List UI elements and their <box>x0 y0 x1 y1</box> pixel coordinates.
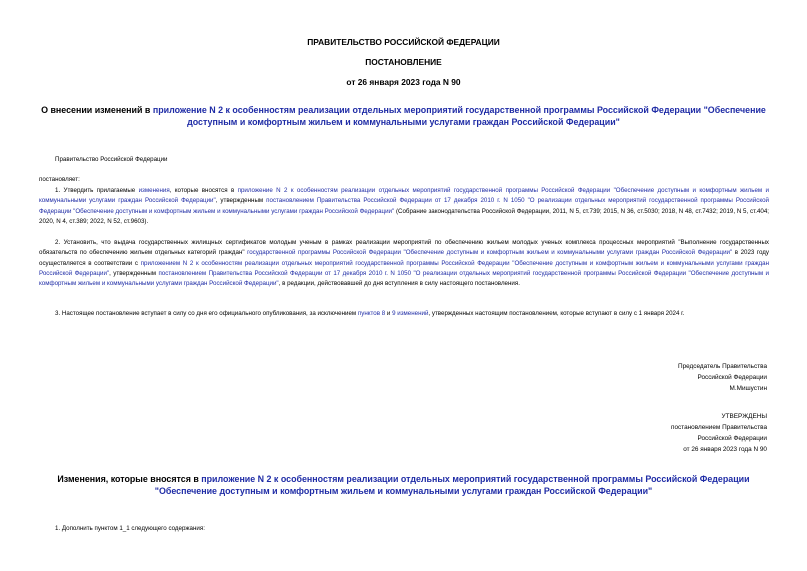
changes-title-link[interactable]: приложение N 2 к особенностям реализации отдельных мероприятий государственной программы Российской Федерации "Обеспечение доступным и комфортным жильем и коммунальными услугами граждан Российской Федерации" <box>154 474 750 496</box>
document-title <box>30 104 777 128</box>
approval-heading: УТВЕРЖДЕНЫ <box>721 413 767 420</box>
government-header: ПРАВИТЕЛЬСТВО РОССИЙСКОЙ ФЕДЕРАЦИИ <box>307 37 500 47</box>
link-decree-1050[interactable]: постановлением Правительства Российской Федерации от 17 декабря 2010 г. N 1050 "О реализации отдельных мероприятий государственной программы Российской Федерации "Обеспечение доступным и комфортным жильем и коммунальными услугами граждан Российской Федерации" <box>39 197 769 215</box>
link-appendix-2[interactable]: приложение N 2 к особенностям реализации отдельных мероприятий государственной программы Российской Федерации "Обеспечение доступным и комфортным жильем и коммунальными услугами граждан Российской Федерации" <box>39 187 769 205</box>
title-prefix: О внесении изменений в <box>41 105 153 115</box>
link-points-8[interactable]: пунктов 8 <box>357 310 386 317</box>
signature-name: М.Мишустин <box>729 385 767 392</box>
signature-position: Председатель Правительства <box>678 363 767 370</box>
paragraph-3: 3. Настоящее постановление вступает в силу со дня его официального опубликования, за исключением пунктов 8 и 9 изменений, утвержденных настоящим постановлением, которые вступают в силу с 1 января 2024 г. <box>55 310 685 317</box>
paragraph-1: 1. Утвердить прилагаемые изменения, которые вносятся в приложение N 2 к особенностям реализации отдельных мероприятий государственной программы Российской Федерации "Обеспечение доступным и комфортным жильем и коммунальными услугами граждан Российской Федерации", утвержденным постановлением Правительства Российской Федерации от 17 декабря 2010 г. N 1050 "О реализации отдельных мероприятий государственной программы Российской Федерации "Обеспечение доступным и комфортным жильем и коммунальными услугами граждан Российской Федерации" (Собрание законодательства Российской Федерации, 2011, N 5, ст.739; 2015, N 36, ст.5030; 2018, N 48, ст.7432; 2019, N 5, ст.404; 2020, N 4, ст.389; 2022, N 52, ст.9603). <box>39 187 769 225</box>
signature-block <box>678 361 767 394</box>
link-state-program[interactable]: государственной программы Российской Федерации "Обеспечение доступным и комфортным жильем и коммунальными услугами граждан Российской Федерации" <box>247 249 733 257</box>
signature-org: Российской Федерации <box>697 374 767 381</box>
item-1: 1. Дополнить пунктом 1_1 следующего содержания: <box>55 525 205 532</box>
link-9-changes[interactable]: 9 изменений <box>392 310 429 317</box>
approval-block: УТВЕРЖДЕНЫ постановлением Правительства Российской Федерации от 26 января 2023 года N 90 <box>671 413 767 453</box>
link-changes[interactable]: изменения <box>138 187 170 194</box>
document-type: ПОСТАНОВЛЕНИЕ <box>365 57 442 67</box>
paragraph-2: 2. Установить, что выдача государственных жилищных сертификатов молодым ученым в рамках реализации мероприятий по обеспечению жильем молодых ученых комплекса процессных мероприятий "Выполнение государственных обязательств по обеспечению жильем отдельных категорий граждан" государственной программы Российской Федерации "Обеспечение доступным и комфортным жильем и коммунальными услугами граждан Российской Федерации" в 2023 году осуществляется в соответствии с приложением N 2 к особенностям реализации отдельных мероприятий государственной программы Российской Федерации "Обеспечение доступным и комфортным жильем и коммунальными услугами граждан Российской Федерации", утвержденным постановлением Правительства Российской Федерации от 17 декабря 2010 г. N 1050 "О реализации отдельных мероприятий государственной программы Российской Федерации "Обеспечение доступным и комфортным жильем и коммунальными услугами граждан Российской Федерации", в редакции, действовавшей до дня вступления в силу настоящего постановления. <box>39 239 770 288</box>
document-date: от 26 января 2023 года N 90 <box>346 77 461 87</box>
intro-text: Правительство Российской Федерации <box>55 156 168 163</box>
title-link[interactable]: приложение N 2 к особенностям реализации отдельных мероприятий государственной программы Российской Федерации "Обеспечение доступным и комфортным жильем и коммунальными услугами граждан Российской Федерации" <box>152 105 766 127</box>
link-decree-1050-p2[interactable]: постановлением Правительства Российской Федерации от 17 декабря 2010 г. N 1050 "О реализации отдельных мероприятий государственной программы Российской Федерации "Обеспечение доступным и комфортным жильем и коммунальными услугами граждан Российской Федерации" <box>39 269 769 288</box>
changes-title: Изменения, которые вносятся в приложение N 2 к особенностям реализации отдельных мероприятий государственной программы Российской Федерации "Обеспечение доступным и комфортным жильем и коммунальными услугами граждан Российской Федерации" <box>57 474 750 496</box>
decree-word: постановляет: <box>39 176 80 183</box>
approval-date: от 26 января 2023 года N 90 <box>683 446 767 453</box>
link-appendix-2-p2[interactable]: приложением N 2 к особенностям реализации отдельных мероприятий государственной программы Российской Федерации "Обеспечение доступным и комфортным жильем и коммунальными услугами граждан Российской Федерации" <box>39 259 769 277</box>
